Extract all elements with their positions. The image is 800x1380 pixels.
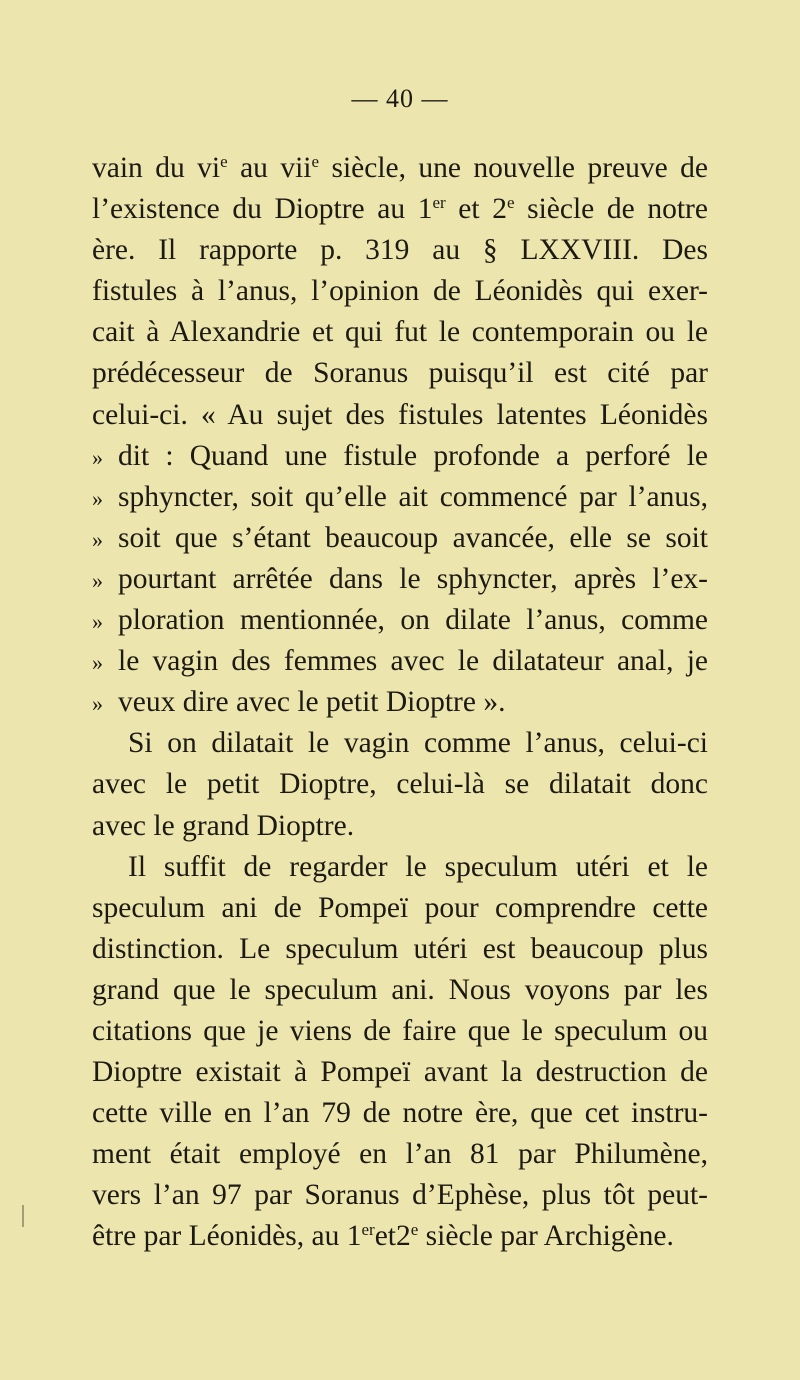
paragraph-start-line: Il suffit de regarder le speculum utéri et le (128, 850, 708, 883)
quoted-line: » ploration mentionnée, on dilate l’anus, comme (92, 600, 708, 641)
quote-mark: » (92, 444, 103, 470)
text-line: vers l’an 97 par Soranus d’Ephèse, plus tôt peut- (92, 1179, 708, 1212)
quoted-line: » veux dire avec le petit Dioptre ». (92, 682, 708, 723)
binding-mark (22, 1205, 24, 1227)
text-line: fistules à l’anus, l’opinion de Léonidès qui exer- (92, 275, 708, 308)
text-line: prédécesseur de Soranus puisqu’il est cité par (92, 357, 708, 390)
text-line: celui-ci. « Au sujet des fistules latentes Léonidès (92, 398, 708, 431)
quote-mark: » (92, 691, 103, 717)
text-line: cait à Alexandrie et qui fut le contemporain ou le (92, 316, 708, 349)
text-line: distinction. Le speculum utéri est beaucoup plus (92, 932, 708, 965)
text-line: avec le grand Dioptre. (92, 809, 355, 842)
quoted-line: » soit que s’étant beaucoup avancée, elle se soit (92, 518, 708, 559)
quote-mark: » (92, 526, 103, 552)
text-line: Dioptre existait à Pompeï avant la destruction de (92, 1056, 708, 1089)
page-number: — 40 — (351, 84, 449, 113)
text-line: speculum ani de Pompeï pour comprendre cette (92, 891, 708, 924)
quoted-line: » le vagin des femmes avec le dilatateur anal, je (92, 641, 708, 682)
body-text (92, 148, 708, 1258)
text-line: ère. Il rapporte p. 319 au § LXXVIII. Des (92, 234, 708, 267)
text-line: vain du $vi^e$ au vii$^e$ siècle, une nouvelle preuve de (92, 152, 708, 184)
text-line: être par Léonidès, au 1eret2e siècle par Archigène. (92, 1220, 674, 1253)
text-line: l’existence du Dioptre au 1er et 2e siècle de notre (92, 193, 708, 226)
paragraph-start-line: Si on dilatait le vagin comme l’anus, celui-ci (128, 727, 708, 760)
quote-mark: » (92, 650, 103, 676)
text-line: avec le petit Dioptre, celui-là se dilatait donc (92, 768, 708, 801)
text-line: ment était employé en l’an 81 par Philumène, (92, 1138, 708, 1171)
quoted-line: » sphyncter, soit qu’elle ait commencé par l’anus, (92, 477, 708, 518)
quote-mark: » (92, 567, 103, 593)
text-line: grand que le speculum ani. Nous voyons par les (92, 973, 708, 1006)
quoted-line: » pourtant arrêtée dans le sphyncter, après l’ex- (92, 559, 708, 600)
quoted-line: » dit : Quand une fistule profonde a perforé le (92, 436, 708, 477)
quote-mark: » (92, 609, 103, 635)
quote-mark: » (92, 485, 103, 511)
text-line: cette ville en l’an 79 de notre ère, que cet instru- (92, 1097, 708, 1130)
text-line: citations que je viens de faire que le speculum ou (92, 1014, 708, 1047)
